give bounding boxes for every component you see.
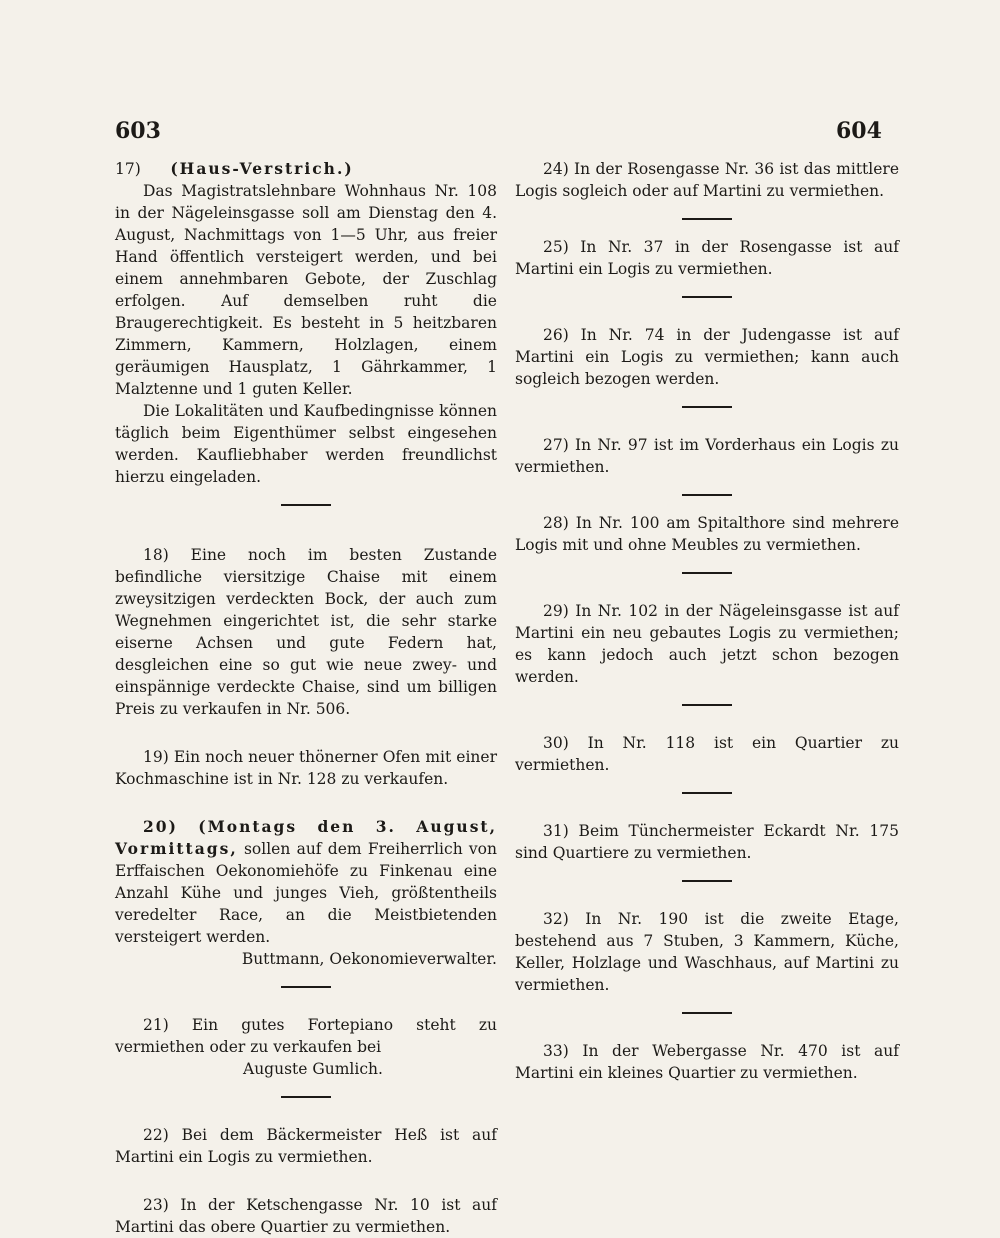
notice-20-signature: Buttmann, Oekonomieverwalter.	[241, 950, 497, 968]
notice-33: 33) In der Webergasse Nr. 470 ist auf Martini ein kleines Quartier zu vermiethen.	[515, 1042, 899, 1082]
notice-22: 22) Bei dem Bäckermeister Heß ist auf Martini ein Logis zu vermiethen.	[115, 1126, 497, 1166]
notice-20	[115, 816, 497, 970]
notice-17-body: Das Magistratslehnbare Wohnhaus Nr. 108 in der Nägeleinsgasse soll am Dienstag den 4. August, Nachmittags von 1—5 Uhr, aus freier Hand öffentlich versteigert werden, und bei einem annehmbaren Gebote, der Zuschlag erfolgen. Auf demselben ruht die Braugerechtigkeit. Es besteht in 5 heitzbaren Zimmern, Kammern, Holzlagen, einem geräumigen Hausplatz, 1 Gährkammer, 1 Malztenne und 1 guten Keller.	[115, 182, 497, 398]
notice-20-lead: 20) (Montags den 3. August, Vormittags,	[115, 817, 497, 858]
notice-21	[115, 1014, 497, 1080]
left-column	[115, 158, 497, 1238]
notice-21-body: 21) Ein gutes Fortepiano steht zu vermiethen oder zu verkaufen bei	[115, 1016, 497, 1056]
notice-17-title: (Haus-Verstrich.)	[170, 159, 354, 178]
notice-17-heading	[115, 158, 497, 180]
notice-25: 25) In Nr. 37 in der Rosengasse ist auf Martini ein Logis zu vermiethen.	[515, 238, 899, 278]
notice-17-number: 17)	[115, 160, 141, 178]
notice-29: 29) In Nr. 102 in der Nägeleinsgasse ist auf Martini ein neu gebautes Logis zu vermiethen; es kann jedoch auch jetzt schon bezogen werden.	[515, 602, 899, 686]
notice-26: 26) In Nr. 74 in der Judengasse ist auf Martini ein Logis zu vermiethen; kann auch sogleich bezogen werden.	[515, 326, 899, 388]
notice-27: 27) In Nr. 97 ist im Vorderhaus ein Logis zu vermiethen.	[515, 436, 899, 476]
notice-20-text: sollen auf dem Freiherrlich von Erffaischen Oekonomiehöfe zu Finkenau eine Anzahl Kühe und junges Vieh, größtentheils veredelter Race, an die Meistbietenden versteigert werden.	[115, 840, 497, 946]
page-number-left: 603	[115, 118, 161, 144]
page-number-right: 604	[836, 118, 882, 144]
notice-21-signature: Auguste Gumlich.	[243, 1060, 383, 1078]
notice-32: 32) In Nr. 190 ist die zweite Etage, bestehend aus 7 Stuben, 3 Kammern, Küche, Keller, Holzlage und Waschhaus, auf Martini zu vermiethen.	[515, 910, 899, 994]
notice-17-conditions: Die Lokalitäten und Kaufbedingnisse können täglich beim Eigenthümer selbst eingesehen werden. Kaufliebhaber werden freundlichst hierzu eingeladen.	[115, 402, 497, 486]
notice-24: 24) In der Rosengasse Nr. 36 ist das mittlere Logis sogleich oder auf Martini zu vermiethen.	[515, 160, 899, 200]
notice-17	[115, 158, 497, 488]
notice-31: 31) Beim Tünchermeister Eckardt Nr. 175 sind Quartiere zu vermiethen.	[515, 822, 899, 862]
notice-19: 19) Ein noch neuer thönerner Ofen mit einer Kochmaschine ist in Nr. 128 zu verkaufen.	[115, 748, 497, 788]
notice-28: 28) In Nr. 100 am Spitalthore sind mehrere Logis mit und ohne Meubles zu vermiethen.	[515, 514, 899, 554]
notice-18: 18) Eine noch im besten Zustande befindliche viersitzige Chaise mit einem zweysitzigen verdeckten Bock, der auch zum Wegnehmen eingerichtet ist, die sehr starke eiserne Achsen und gute Federn hat, desgleichen eine so gut wie neue zwey- und einspännige verdeckte Chaise, sind um billigen Preis zu verkaufen in Nr. 506.	[115, 546, 497, 718]
notice-20-body	[115, 816, 497, 948]
notice-23: 23) In der Ketschengasse Nr. 10 ist auf Martini das obere Quartier zu vermiethen.	[115, 1196, 497, 1236]
right-column	[515, 158, 899, 1084]
notice-30: 30) In Nr. 118 ist ein Quartier zu vermiethen.	[515, 734, 899, 774]
